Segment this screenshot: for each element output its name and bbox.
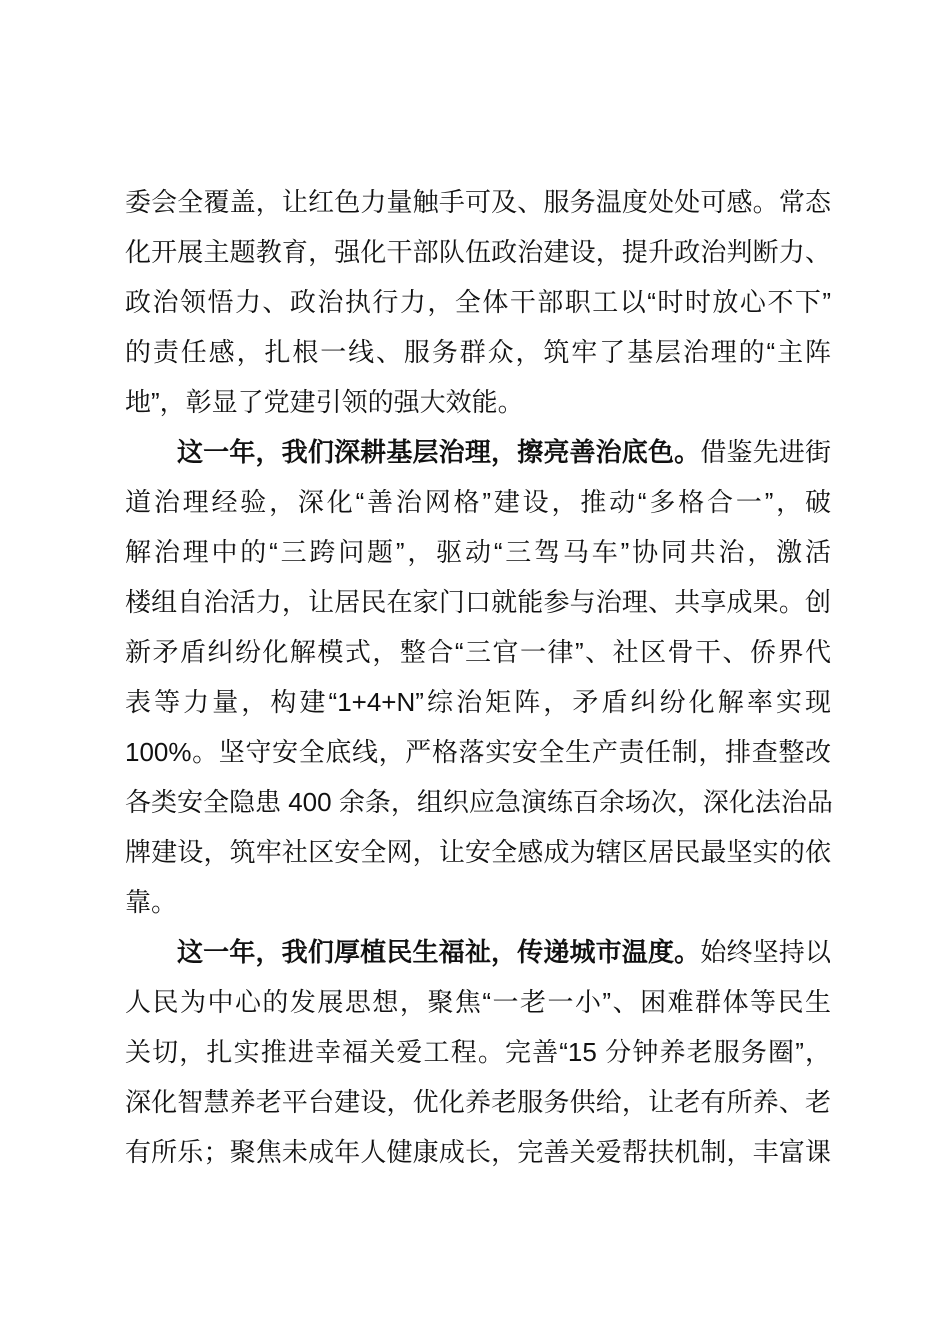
line-text: 政治领悟力、政治执行力，全体干部职工以“时时放心不下” [125, 287, 831, 317]
line-text: 道治理经验，深化“善治网格”建设，推动“多格合一”，破 [125, 487, 831, 517]
line-text: 有所乐；聚焦未成年人健康成长，完善关爱帮扶机制，丰富课 [125, 1137, 831, 1167]
line-text: 深化智慧养老平台建设，优化养老服务供给，让老有所养、老 [125, 1087, 831, 1117]
text-line [125, 227, 831, 277]
line-text: 委会全覆盖，让红色力量触手可及、服务温度处处可感。常态 [125, 187, 831, 217]
text-line [125, 177, 831, 227]
line-text: 借鉴先进街 [700, 437, 831, 467]
text-line-paragraph-start [125, 927, 831, 977]
text-line [125, 577, 831, 627]
text-line [125, 1077, 831, 1127]
line-text: 地”，彰显了党建引领的强大效能。 [125, 387, 524, 417]
line-text: 解治理中的“三跨问题”，驱动“三驾马车”协同共治，激活 [125, 537, 831, 567]
text-line-paragraph-end [125, 377, 831, 427]
bold-lead-text: 这一年，我们深耕基层治理，擦亮善治底色。 [177, 437, 701, 467]
line-text: 关切，扎实推进幸福关爱工程。完善“15 分钟养老服务圈”， [125, 1037, 831, 1067]
text-line [125, 277, 831, 327]
line-text: 始终坚持以 [700, 937, 831, 967]
document-body [125, 177, 831, 1177]
text-line [125, 677, 831, 727]
text-line-paragraph-end [125, 877, 831, 927]
line-text: 新矛盾纠纷化解模式，整合“三官一律”、社区骨干、侨界代 [125, 637, 831, 667]
text-line [125, 527, 831, 577]
line-text: 化开展主题教育，强化干部队伍政治建设，提升政治判断力、 [125, 237, 831, 267]
line-text: 各类安全隐患 400 余条，组织应急演练百余场次，深化法治品 [125, 787, 833, 817]
line-text: 靠。 [125, 887, 178, 917]
text-line [125, 827, 831, 877]
text-line [125, 777, 831, 827]
text-line [125, 727, 831, 777]
text-line [125, 977, 831, 1027]
bold-lead-text: 这一年，我们厚植民生福祉，传递城市温度。 [177, 937, 701, 967]
line-text: 牌建设，筑牢社区安全网，让安全感成为辖区居民最坚实的依 [125, 837, 831, 867]
line-text: 的责任感，扎根一线、服务群众，筑牢了基层治理的“主阵 [125, 337, 831, 367]
text-line [125, 627, 831, 677]
text-line [125, 1127, 831, 1177]
text-line [125, 327, 831, 377]
line-text: 楼组自治活力，让居民在家门口就能参与治理、共享成果。创 [125, 587, 831, 617]
line-text: 100%。坚守安全底线，严格落实安全生产责任制，排查整改 [125, 737, 831, 767]
line-text: 表等力量，构建“1+4+N”综治矩阵，矛盾纠纷化解率实现 [125, 687, 831, 717]
line-text: 人民为中心的发展思想，聚焦“一老一小”、困难群体等民生 [125, 987, 831, 1017]
text-line-paragraph-start [125, 427, 831, 477]
text-line [125, 477, 831, 527]
text-line [125, 1027, 831, 1077]
